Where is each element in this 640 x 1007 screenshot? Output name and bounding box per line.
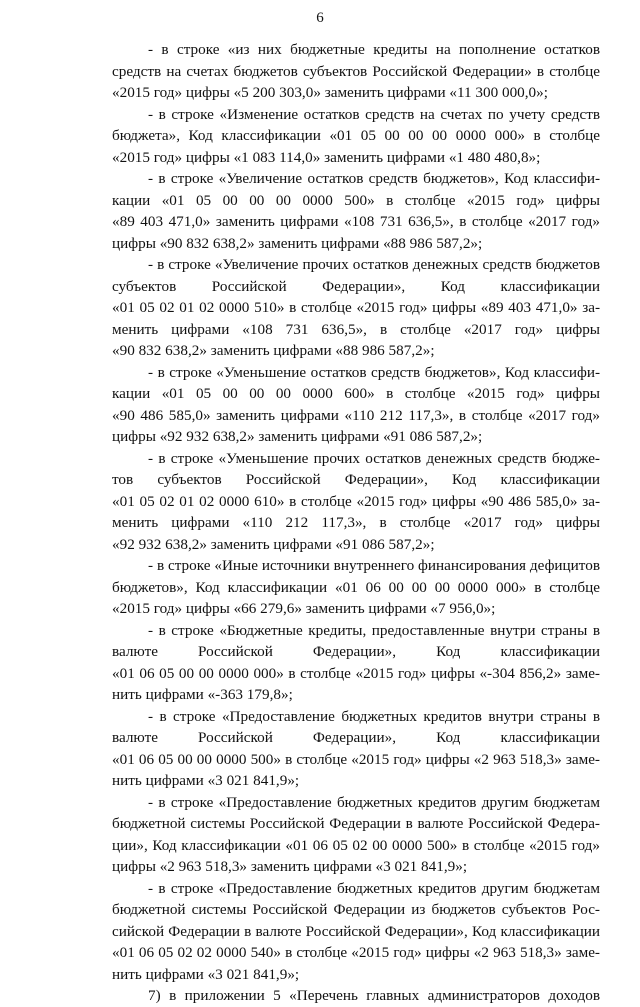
paragraph-line: тов субъектов Российской Федерации», Код классификации bbox=[112, 471, 600, 488]
paragraph-line: цифры «2 963 518,3» заменить цифрами «3 021 841,9»; bbox=[112, 858, 468, 875]
paragraph-line: - в строке «Предоставление бюджетных кредитов другим бюджетам bbox=[148, 879, 600, 897]
paragraph-line: сийской Федерации в валюте Российской Федерации», Код классификации bbox=[112, 922, 600, 940]
paragraph-line: - в строке «Уменьшение остатков средств бюджетов», Код классифи- bbox=[148, 363, 600, 381]
paragraph-line: нить цифрами «3 021 841,9»; bbox=[112, 772, 300, 789]
paragraph-line: валюте Российской Федерации», Код классификации bbox=[112, 729, 600, 746]
paragraph bbox=[112, 168, 600, 254]
paragraph bbox=[112, 254, 600, 362]
paragraph-line: цифры «92 932 638,2» заменить цифрами «91 086 587,2»; bbox=[112, 428, 483, 445]
paragraph-line: «90 832 638,2» заменить цифрами «88 986 587,2»; bbox=[112, 342, 435, 359]
paragraph-line: «01 05 02 01 02 0000 510» в столбце «2015 год» цифры «89 403 471,0» за- bbox=[112, 299, 600, 316]
paragraph-line: «2015 год» цифры «66 279,6» заменить цифрами «7 956,0»; bbox=[112, 600, 496, 617]
paragraph-line: менить цифрами «108 731 636,5», в столбце «2017 год» цифры bbox=[112, 320, 600, 338]
paragraph bbox=[112, 878, 600, 986]
paragraph-line: субъектов Российской Федерации», Код классификации bbox=[112, 277, 600, 295]
paragraph-line: валюте Российской Федерации», Код классификации bbox=[112, 643, 600, 660]
paragraph-line: «01 06 05 02 02 0000 540» в столбце «2015 год» цифры «2 963 518,3» заме- bbox=[112, 944, 600, 961]
paragraph-line: кации «01 05 00 00 00 0000 500» в столбце «2015 год» цифры bbox=[112, 191, 600, 209]
paragraph-line: бюджета», Код классификации «01 05 00 00 00 0000 000» в столбце bbox=[112, 127, 600, 144]
paragraph-line: бюджетной системы Российской Федерации из бюджетов субъектов Рос- bbox=[112, 901, 600, 918]
paragraph-line: ции», Код классификации «01 06 05 02 00 0000 500» в столбце «2015 год» bbox=[112, 836, 600, 854]
paragraph-line: - в строке «Увеличение остатков средств бюджетов», Код классифи- bbox=[148, 170, 600, 187]
paragraph bbox=[112, 362, 600, 448]
paragraph-line: - в строке «из них бюджетные кредиты на пополнение остатков bbox=[148, 41, 600, 58]
paragraph bbox=[112, 104, 600, 169]
paragraph bbox=[112, 39, 600, 104]
paragraph-line: нить цифрами «3 021 841,9»; bbox=[112, 965, 300, 983]
paragraph bbox=[112, 620, 600, 706]
paragraph-line: «01 06 05 00 00 0000 500» в столбце «2015 год» цифры «2 963 518,3» заме- bbox=[112, 750, 600, 768]
paragraph bbox=[112, 448, 600, 556]
paragraph-line: менить цифрами «110 212 117,3», в столбце «2017 год» цифры bbox=[112, 514, 600, 531]
paragraph-line: - в строке «Бюджетные кредиты, предоставленные внутри страны в bbox=[148, 621, 600, 639]
paragraph-line: цифры «90 832 638,2» заменить цифрами «88 986 587,2»; bbox=[112, 234, 483, 252]
paragraph-line: «92 932 638,2» заменить цифрами «91 086 587,2»; bbox=[112, 535, 435, 553]
paragraph-line: 7) в приложении 5 «Перечень главных администраторов доходов bbox=[148, 987, 600, 1004]
paragraph-line: - в строке «Изменение остатков средств на счетах по учету средств bbox=[148, 105, 600, 123]
paragraph-line: «90 486 585,0» заменить цифрами «110 212 117,3», в столбце «2017 год» bbox=[112, 406, 600, 424]
paragraph-line: - в строке «Предоставление бюджетных кредитов другим бюджетам bbox=[148, 793, 600, 811]
paragraph-line: - в строке «Увеличение прочих остатков денежных средств бюджетов bbox=[148, 256, 600, 273]
paragraph-line: бюджетной системы Российской Федерации в валюте Российской Федера- bbox=[112, 815, 600, 832]
paragraph-line: «2015 год» цифры «5 200 303,0» заменить цифрами «11 300 000,0»; bbox=[112, 84, 548, 101]
paragraph-line: - в строке «Предоставление бюджетных кредитов внутри страны в bbox=[148, 707, 600, 725]
paragraph bbox=[112, 792, 600, 878]
paragraph-line: бюджетов», Код классификации «01 06 00 00 00 0000 000» в столбце bbox=[112, 578, 600, 596]
page-number: 6 bbox=[316, 10, 324, 26]
paragraph-line: «89 403 471,0» заменить цифрами «108 731 636,5», в столбце «2017 год» bbox=[112, 213, 600, 230]
paragraph-line: кации «01 05 00 00 00 0000 600» в столбце «2015 год» цифры bbox=[112, 385, 600, 402]
paragraph bbox=[112, 706, 600, 792]
paragraph-line: «01 05 02 01 02 0000 610» в столбце «2015 год» цифры «90 486 585,0» за- bbox=[112, 492, 600, 510]
paragraph-line: «2015 год» цифры «1 083 114,0» заменить цифрами «1 480 480,8»; bbox=[112, 148, 541, 166]
document-body bbox=[112, 39, 600, 1007]
paragraph-line: - в строке «Уменьшение прочих остатков денежных средств бюдже- bbox=[148, 449, 600, 467]
paragraph-line: - в строке «Иные источники внутреннего финансирования дефицитов bbox=[148, 557, 600, 574]
paragraph-line: нить цифрами «-363 179,8»; bbox=[112, 686, 293, 703]
paragraph-line: средств на счетах бюджетов субъектов Российской Федерации» в столбце bbox=[112, 62, 600, 80]
paragraph bbox=[112, 985, 600, 1007]
paragraph bbox=[112, 555, 600, 620]
paragraph-line: «01 06 05 00 00 0000 000» в столбце «2015 год» цифры «-304 856,2» заме- bbox=[112, 664, 600, 682]
